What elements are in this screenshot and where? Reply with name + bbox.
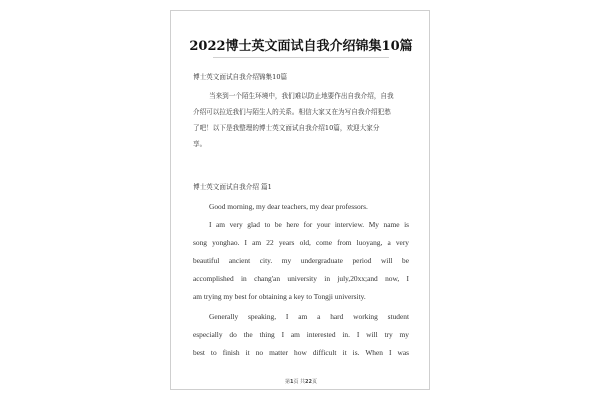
page-footer — [171, 378, 430, 385]
body-line-1: Good morning, my dear teachers, my dear professors. — [209, 202, 368, 211]
body-line-4: beautiful ancient city. my undergraduate period will be — [193, 256, 409, 265]
title-divider — [213, 57, 389, 58]
body-line-3: song yonghao. I am 22 years old, come from luoyang, a very — [193, 238, 409, 247]
footer-total-pages: 22 — [305, 379, 313, 385]
intro-line-3: 了吧！以下是我整理的博士英文面试自我介绍10篇，欢迎大家分 — [193, 124, 380, 132]
body-line-5: accomplished in chang'an university in july,20xx;and now, I — [193, 274, 409, 283]
footer-page-number: 1 — [289, 379, 294, 385]
section-heading: 博士英文面试自我介绍 篇1 — [193, 183, 272, 191]
document-title: 2022博士英文面试自我介绍锦集10篇 — [189, 39, 413, 54]
document-page — [170, 10, 430, 390]
body-line-2: I am very glad to be here for your interview. My name is — [209, 220, 409, 229]
intro-line-1: 当来到一个陌生环境中，我们难以防止地要作出自我介绍，自我 — [209, 92, 394, 100]
footer-page-suffix: 页 — [312, 379, 318, 385]
document-subtitle: 博士英文面试自我介绍锦集10篇 — [193, 73, 288, 81]
body-line-6: am trying my best for obtaining a key to Tongji university. — [193, 292, 366, 301]
body-line-9: best to finish it no matter how difficult it is. When I was — [193, 348, 409, 357]
intro-line-4: 享。 — [193, 140, 207, 148]
intro-line-2: 介绍可以拉近我们与陌生人的关系。相信大家又在为写自我介绍犯愁 — [193, 108, 391, 116]
body-line-8: especially do the thing I am interested in. I will try my — [193, 330, 409, 339]
footer-page-prefix: 第 — [284, 379, 290, 385]
body-line-7: Generally speaking, I am a hard working student — [209, 312, 409, 321]
footer-page-middle: 页 共 — [293, 379, 306, 385]
